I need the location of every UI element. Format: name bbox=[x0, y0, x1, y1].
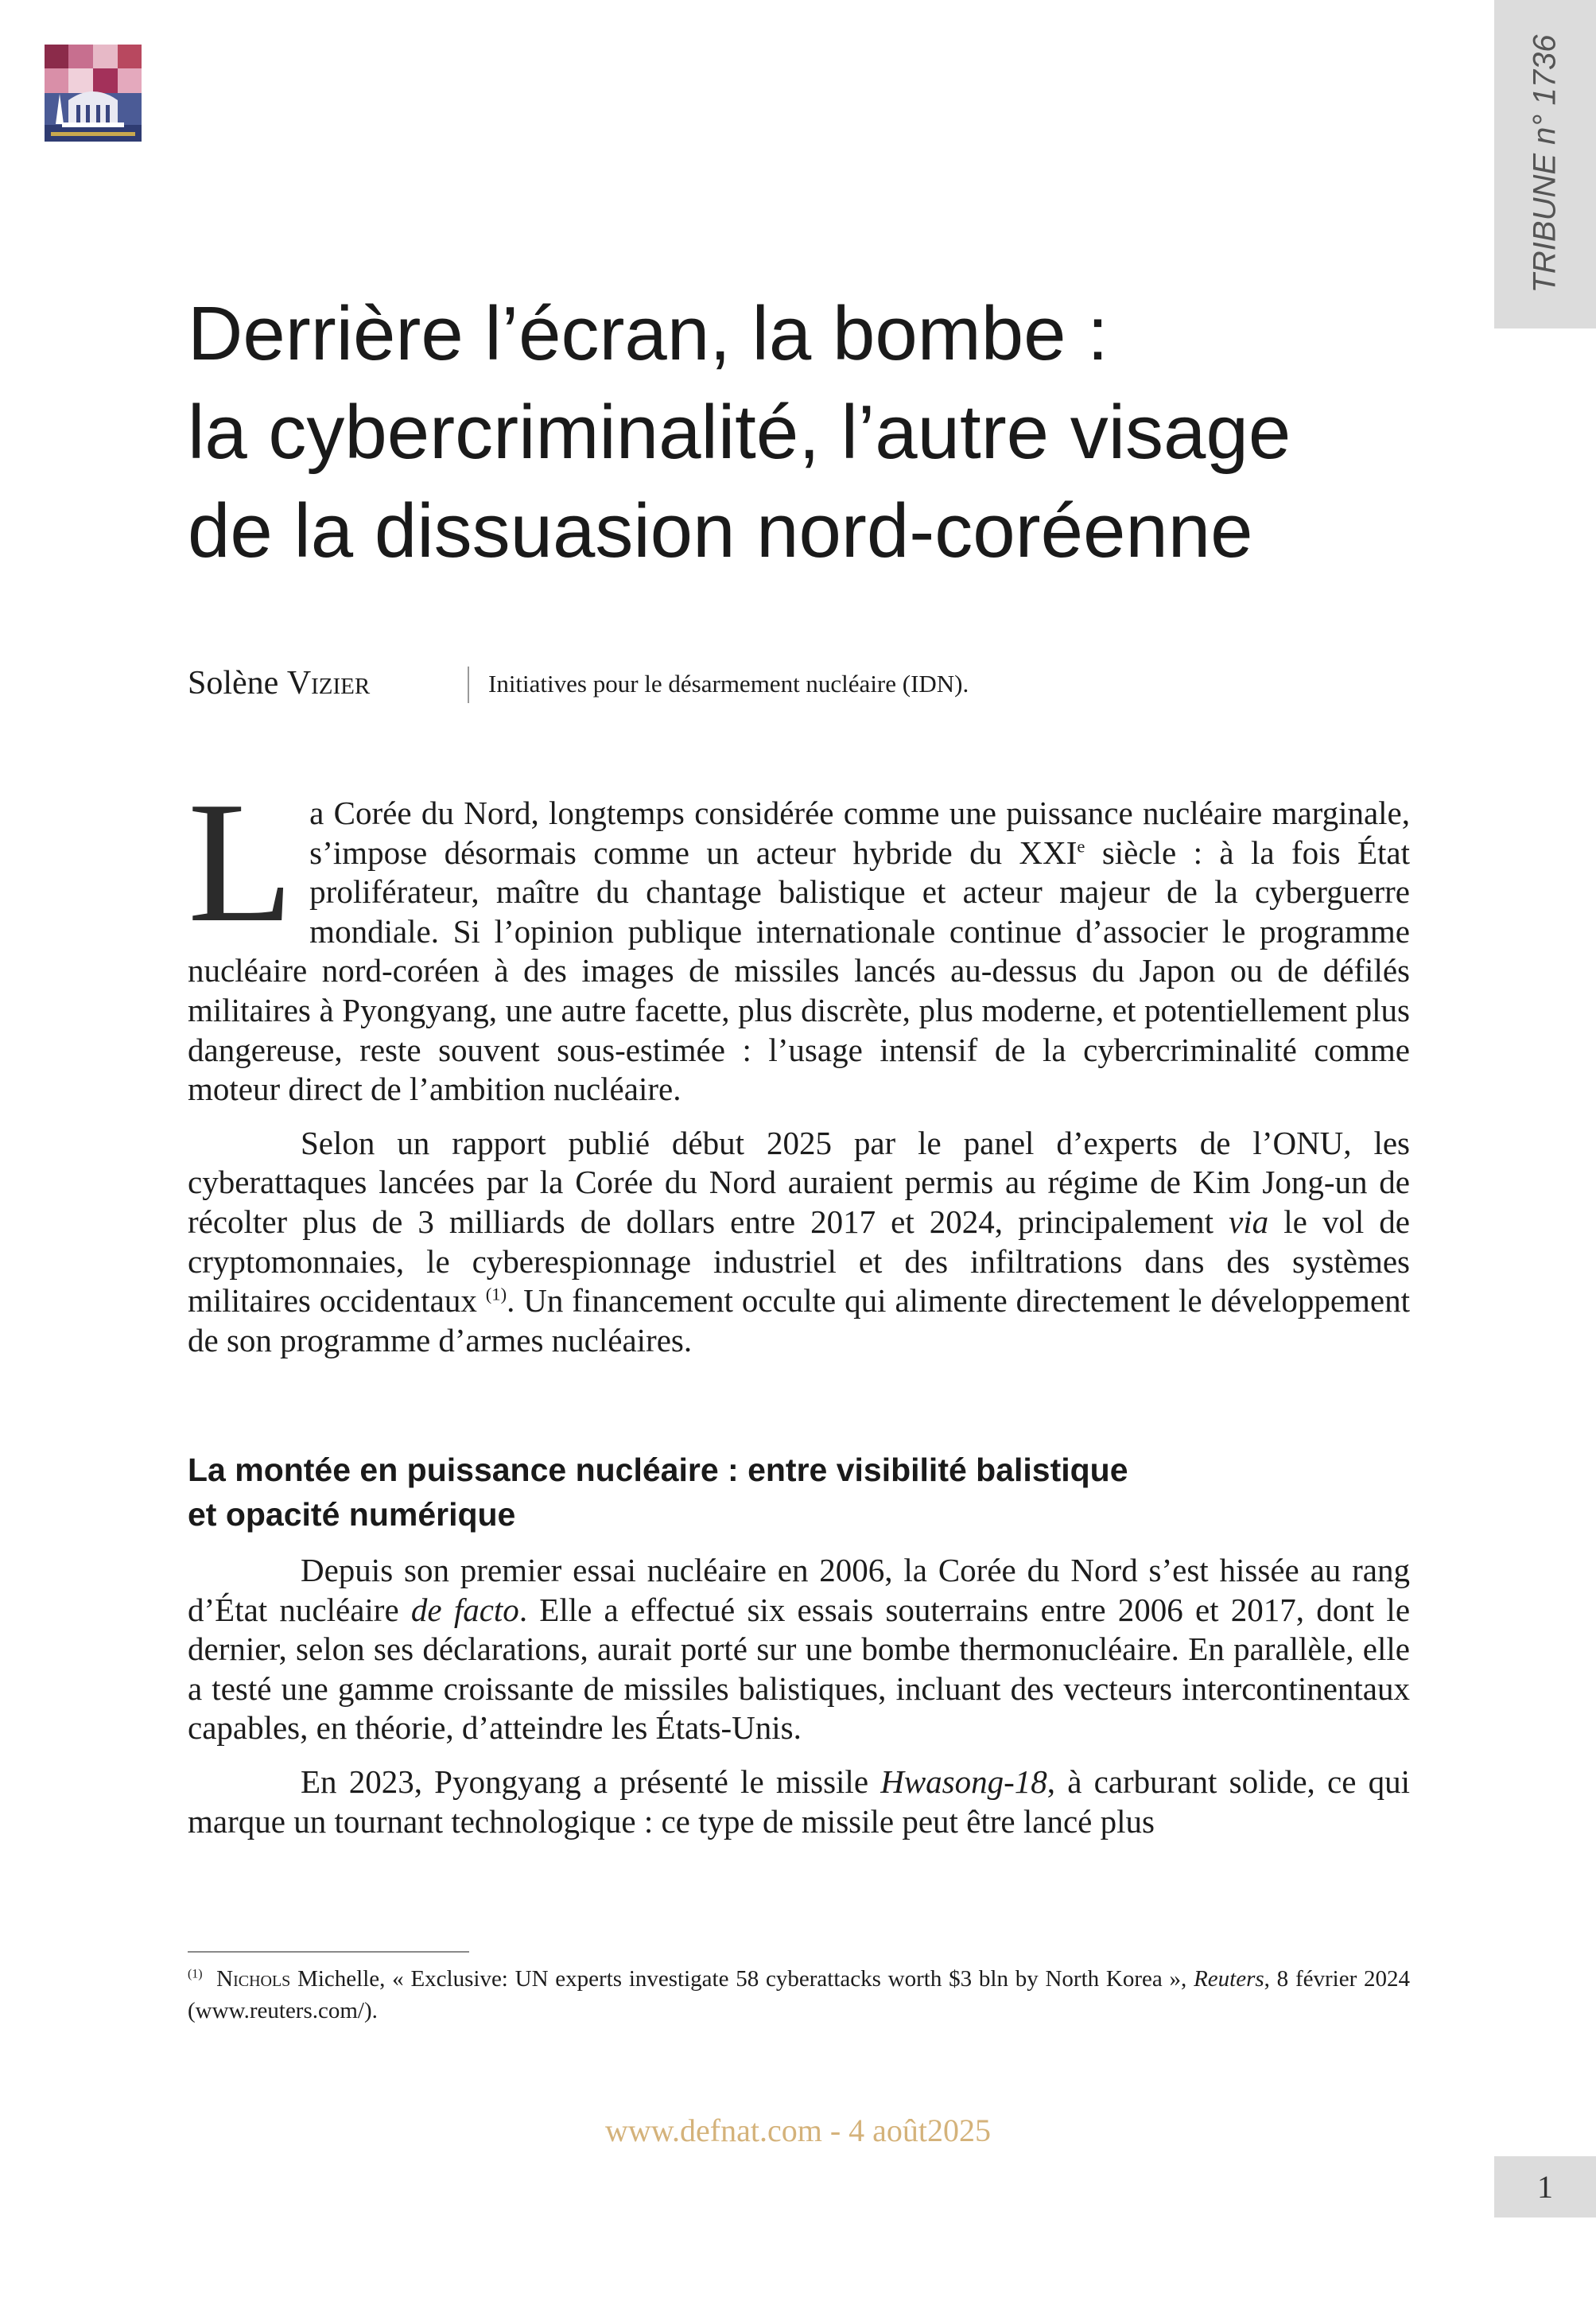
century-superscript: e bbox=[1077, 835, 1085, 856]
intro-paragraph-1 bbox=[188, 767, 1410, 1110]
section-heading-line-1: La montée en puissance nucléaire : entre visibilité balistique bbox=[188, 1452, 1128, 1488]
intro-paragraph-2 bbox=[188, 1124, 1410, 1361]
text-run: Selon un rapport publié début 2025 par le panel d’experts de l’ONU, les cyberattaques lancées par la Corée du Nord auraient permis au régime de Kim Jong-un de récolter plus de 3 milliards de dollars entre 2017 et 2024, principalement bbox=[188, 1124, 1410, 1240]
author-last-name: Vizier bbox=[286, 665, 371, 702]
footnote bbox=[188, 1963, 1410, 2027]
section-text bbox=[188, 1551, 1410, 1841]
text-run: le vol de cryptomonnaies, le cyberespionnage industriel et des infiltrations dans des systèmes militaires occidentaux bbox=[188, 1203, 1410, 1320]
text-run: , à carburant solide, ce qui marque un tournant technologique : ce type de missile peut être lancé plus bbox=[188, 1763, 1410, 1840]
italic-word: via bbox=[1229, 1203, 1269, 1240]
footnote-marker: (1) bbox=[188, 1967, 203, 1981]
institution-building-logo-icon bbox=[45, 45, 142, 142]
footer-url-date[interactable]: www.defnat.com - 4 août2025 bbox=[604, 2112, 992, 2148]
drop-cap: L bbox=[188, 767, 294, 958]
series-label: TRIBUNE n° 1736 bbox=[1527, 34, 1563, 293]
text-run: , 8 février 2024 (www.reuters.com/). bbox=[188, 1966, 1410, 2023]
text-run: En 2023, Pyongyang a présenté le missile bbox=[301, 1763, 881, 1800]
intro-text bbox=[188, 767, 1410, 1360]
article-title bbox=[188, 285, 1428, 581]
title-line-1: Derrière l’écran, la bombe : bbox=[188, 291, 1109, 376]
author-separator bbox=[468, 667, 469, 703]
author-first-name: Solène bbox=[188, 665, 279, 702]
page-number: 1 bbox=[1494, 2156, 1596, 2217]
text-run: . Un financement occulte qui alimente directement le développement de son programme d’armes nucléaires. bbox=[188, 1282, 1410, 1358]
missile-name: Hwasong-18 bbox=[880, 1763, 1047, 1800]
italic-phrase: de facto bbox=[410, 1591, 519, 1628]
footnote-ref[interactable]: (1) bbox=[485, 1284, 507, 1304]
section-heading-line-2: et opacité numérique bbox=[188, 1496, 516, 1533]
text-run: . Elle a effectué six essais souterrains entre 2006 et 2017, dont le dernier, selon ses déclarations, aurait porté sur une bombe thermonucléaire. En parallèle, elle a testé une gamme croissante de missiles balistiques, incluant des vecteurs intercontinentaux capables, en théorie, d’atteindre les États-Unis. bbox=[188, 1591, 1411, 1747]
text-run: Depuis son premier essai nucléaire en 2006, la Corée du Nord s’est hissée au rang d’État nucléaire bbox=[188, 1552, 1410, 1628]
author-affiliation: Initiatives pour le désarmement nucléaire (IDN). bbox=[488, 670, 969, 698]
section-paragraph-1 bbox=[188, 1551, 1410, 1748]
author-name bbox=[188, 660, 370, 706]
section-paragraph-2 bbox=[188, 1763, 1410, 1841]
text-run: a Corée du Nord, longtemps considérée comme une puissance nucléaire marginale, s’impose désormais comme un acteur hybride du XXI bbox=[309, 795, 1410, 871]
series-tab bbox=[1494, 0, 1596, 328]
footnote-author: Nichols bbox=[216, 1966, 291, 1992]
footnote-source: Reuters bbox=[1194, 1966, 1264, 1992]
title-line-2: la cybercriminalité, l’autre visage bbox=[188, 390, 1291, 475]
text-run: Michelle, « Exclusive: UN experts investigate 58 cyberattacks worth $3 bln by North Korea », bbox=[290, 1966, 1194, 1992]
footnote-rule bbox=[188, 1951, 469, 1953]
title-line-3: de la dissuasion nord-coréenne bbox=[188, 488, 1253, 573]
section-heading bbox=[188, 1448, 1128, 1537]
text-run: siècle : à la fois État proliférateur, maître du chantage balistique et acteur majeur de la cyberguerre mondiale. Si l’opinion publique internationale continue d’associer le programme nucléaire nord-coréen à des images de missiles lancés au-dessus du Japon ou de défilés militaires à Pyongyang, une autre facette, plus discrète, plus moderne, et potentiellement plus dangereuse, reste souvent sous-estimée : l’usage intensif de la cybercriminalité comme moteur direct de l’ambition nucléaire. bbox=[188, 834, 1410, 1108]
